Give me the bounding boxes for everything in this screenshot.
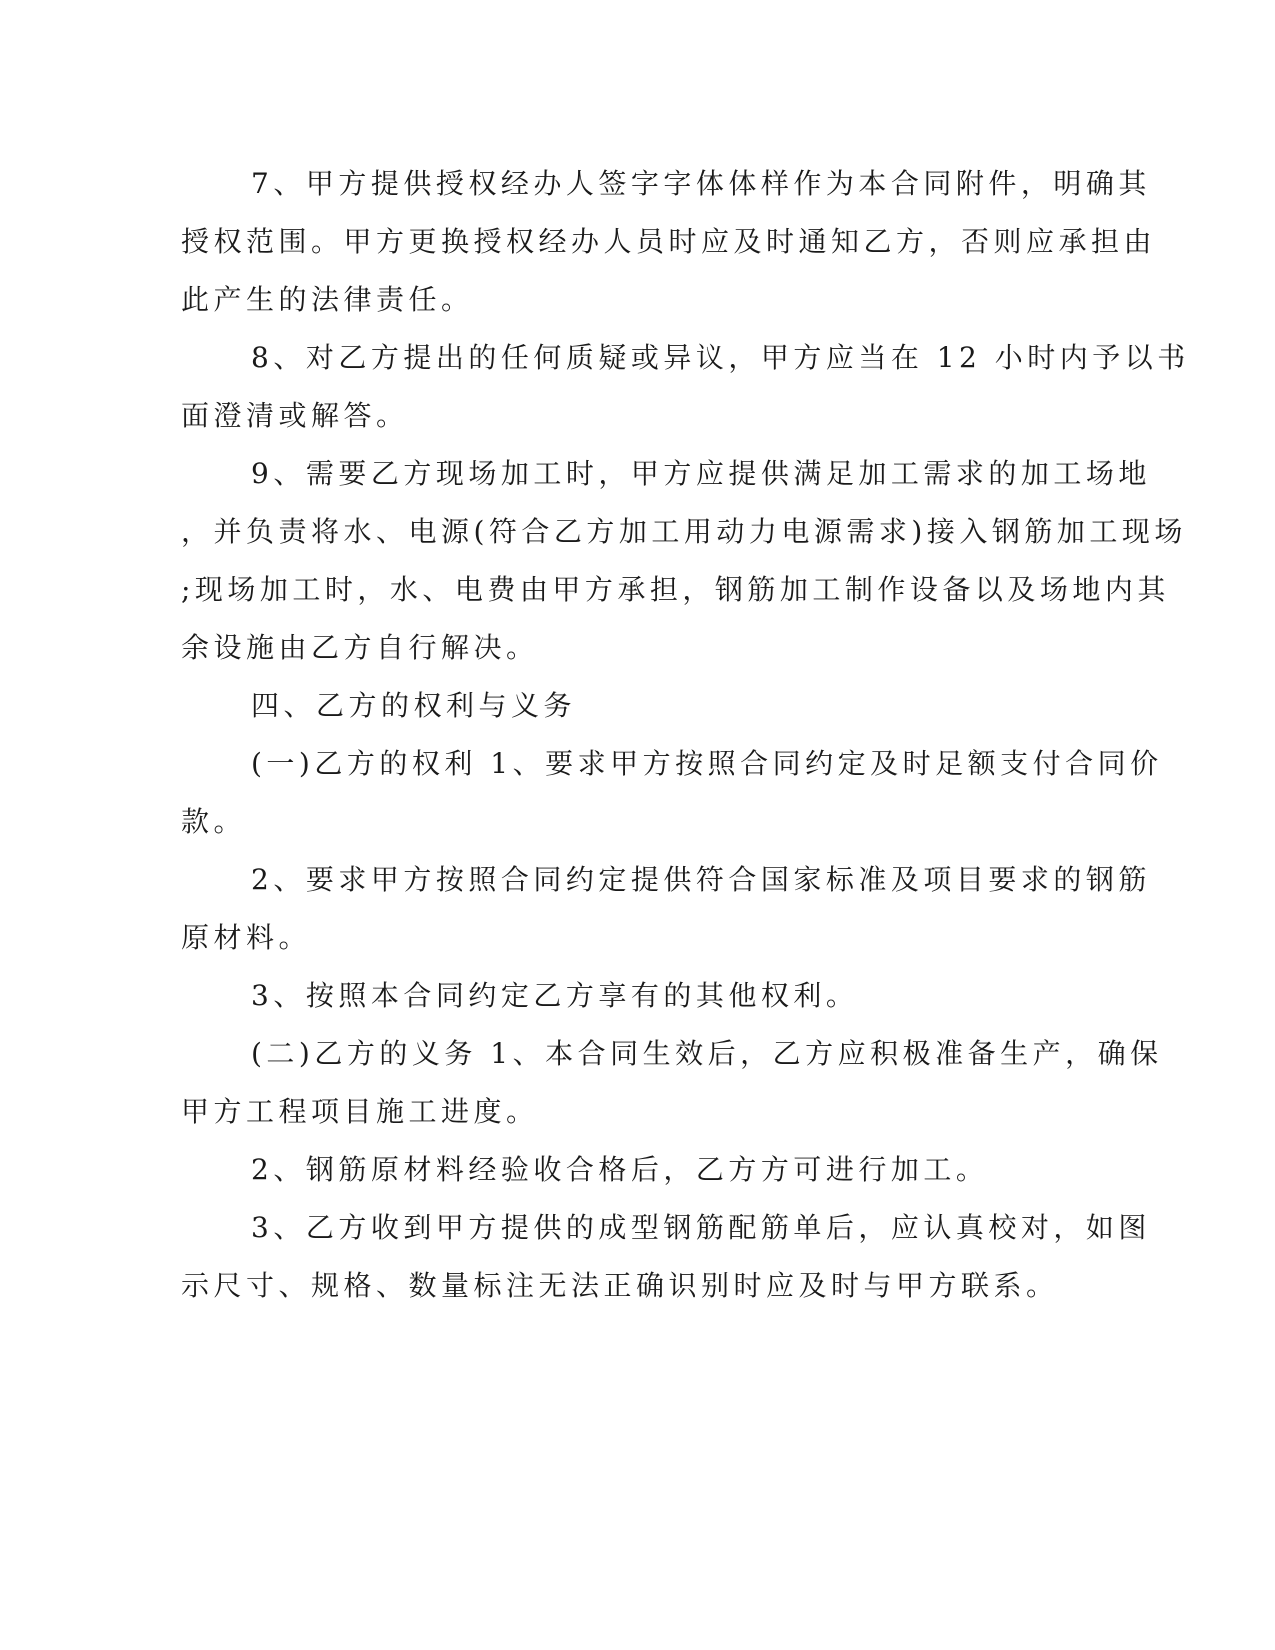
duties-line-1: (二)乙方的义务 1、本合同生效后，乙方应积极准备生产，确保 [251,1037,1163,1070]
rights-2-line-1: 2、要求甲方按照合同约定提供符合国家标准及项目要求的钢筋 [251,863,1151,896]
clause-7-line-2: 授权范围。甲方更换授权经办人员时应及时通知乙方，否则应承担由 [181,225,1157,258]
clause-9-line-1: 9、需要乙方现场加工时，甲方应提供满足加工需求的加工场地 [251,457,1151,490]
rights-3-line-1: 3、按照本合同约定乙方享有的其他权利。 [251,979,859,1012]
rights-2-line-2: 原材料。 [181,921,312,954]
clause-7-line-3: 此产生的法律责任。 [181,283,474,316]
clause-8-line-2: 面澄清或解答。 [181,399,409,432]
section-heading: 四、乙方的权利与义务 [251,689,577,722]
duties-3-line-2: 示尺寸、规格、数量标注无法正确识别时应及时与甲方联系。 [181,1269,1059,1302]
clause-7-line-1: 7、甲方提供授权经办人签字字体体样作为本合同附件，明确其 [251,167,1151,200]
rights-line-1: (一)乙方的权利 1、要求甲方按照合同约定及时足额支付合同价 [251,747,1163,780]
clause-9-line-2: ，并负责将水、电源(符合乙方加工用动力电源需求)接入钢筋加工现场 [181,515,1187,548]
clause-8-line-1: 8、对乙方提出的任何质疑或异议，甲方应当在 12 小时内予以书 [251,341,1190,374]
rights-line-2: 款。 [181,805,247,838]
duties-3-line-1: 3、乙方收到甲方提供的成型钢筋配筋单后，应认真校对，如图 [251,1211,1151,1244]
clause-9-line-3: ;现场加工时，水、电费由甲方承担，钢筋加工制作设备以及场地内其 [181,573,1170,606]
clause-9-line-4: 余设施由乙方自行解决。 [181,631,539,664]
duties-line-2: 甲方工程项目施工进度。 [181,1095,539,1128]
duties-2-line-1: 2、钢筋原材料经验收合格后，乙方方可进行加工。 [251,1153,989,1186]
